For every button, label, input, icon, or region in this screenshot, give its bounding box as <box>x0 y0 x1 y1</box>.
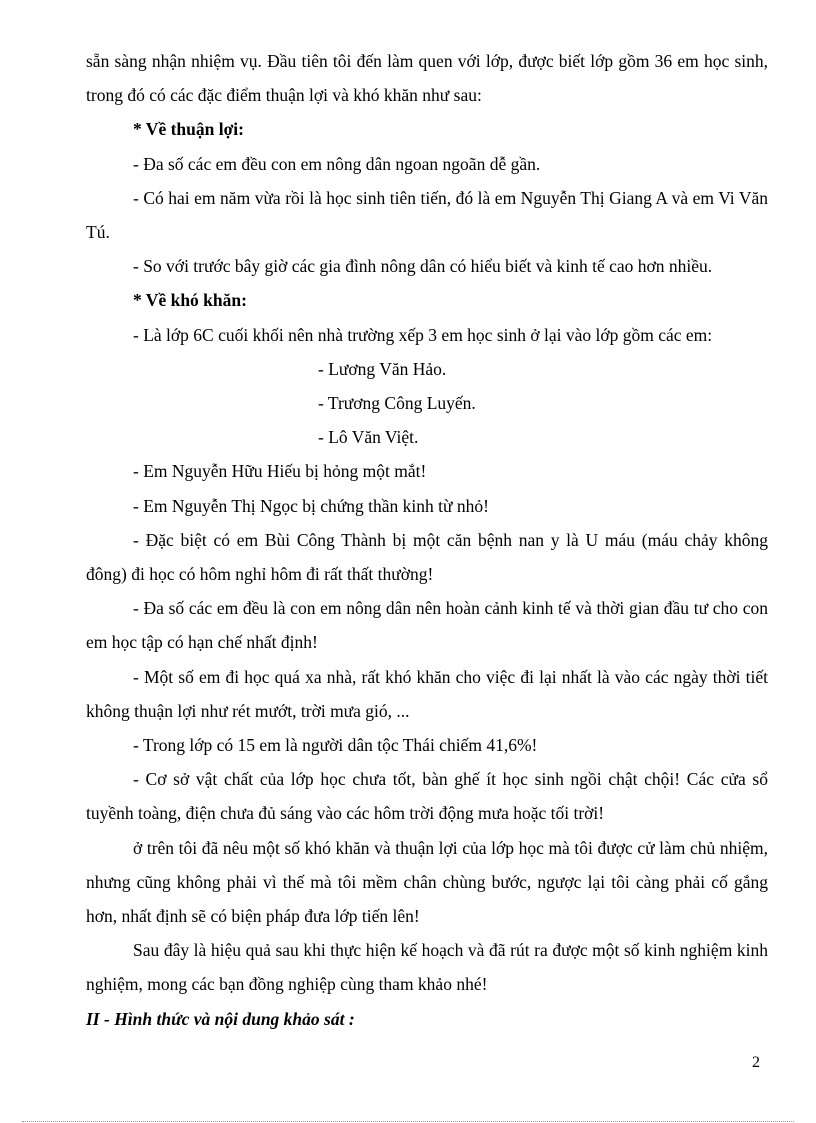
difficulty-item: - Em Nguyễn Hữu Hiếu bị hỏng một mắt! <box>133 461 427 482</box>
section-heading: II - Hình thức và nội dung khảo sát : <box>86 1008 355 1029</box>
difficulties-heading: * Về khó khăn: <box>133 290 247 311</box>
summary-paragraph: ở trên tôi đã nêu một số khó khăn và thuận lợi của lớp học mà tôi được cử làm chủ nhiệm, nhưng cũng không phải vì thế mà tôi mềm chân chùng bước, ngược lại tôi càng phải cố gắng hơn, nhất định sẽ có biện pháp đưa lớp tiến lên! <box>86 837 768 927</box>
page-number: 2 <box>752 1054 760 1071</box>
difficulty-item: - Em Nguyễn Thị Ngọc bị chứng thần kinh từ nhỏ! <box>133 495 489 516</box>
advantage-item: - So với trước bây giờ các gia đình nông dân có hiểu biết và kinh tế cao hơn nhiều. <box>133 256 713 277</box>
student-name-item: - Lương Văn Hảo. <box>318 358 447 379</box>
advantages-heading: * Về thuận lợi: <box>133 119 244 140</box>
student-name-item: - Lô Văn Việt. <box>318 427 419 448</box>
page-bottom-divider <box>22 1121 794 1122</box>
student-name-item: - Trương Công Luyến. <box>318 393 476 414</box>
difficulty-item: - Trong lớp có 15 em là người dân tộc Thái chiếm 41,6%! <box>133 735 538 756</box>
advantage-item: - Có hai em năm vừa rồi là học sinh tiên tiến, đó là em Nguyễn Thị Giang A và em Vi Văn Tú. <box>86 187 768 243</box>
advantage-item: - Đa số các em đều con em nông dân ngoan ngoãn dễ gần. <box>133 153 541 174</box>
intro-paragraph: sẵn sàng nhận nhiệm vụ. Đầu tiên tôi đến làm quen với lớp, được biết lớp gồm 36 em học sinh, trong đó có các đặc điểm thuận lợi và khó khăn như sau: <box>86 51 768 106</box>
difficulty-item: - Đặc biệt có em Bùi Công Thành bị một căn bệnh nan y là U máu (máu chảy không đông) đi học có hôm nghỉ hôm đi rất thất thường! <box>86 529 768 585</box>
conclusion-paragraph: Sau đây là hiệu quả sau khi thực hiện kế hoạch và đã rút ra được một số kinh nghiệm kinh nghiệm, mong các bạn đồng nghiệp cùng tham khảo nhé! <box>86 940 768 995</box>
difficulty-item: - Cơ sở vật chất của lớp học chưa tốt, bàn ghế ít học sinh ngồi chật chội! Các cửa sổ tuyềnh toàng, điện chưa đủ sáng vào các hôm trời động mưa hoặc tối trời! <box>86 769 768 824</box>
difficulty-item: - Một số em đi học quá xa nhà, rất khó khăn cho việc đi lại nhất là vào các ngày thời tiết không thuận lợi như rét mướt, trời mưa gió, ... <box>86 666 768 721</box>
difficulty-item: - Đa số các em đều là con em nông dân nên hoàn cảnh kinh tế và thời gian đầu tư cho con em học tập có hạn chế nhất định! <box>86 598 768 653</box>
page-body <box>86 44 768 1036</box>
difficulty-item: - Là lớp 6C cuối khối nên nhà trường xếp 3 em học sinh ở lại vào lớp gồm các em: <box>133 324 713 345</box>
